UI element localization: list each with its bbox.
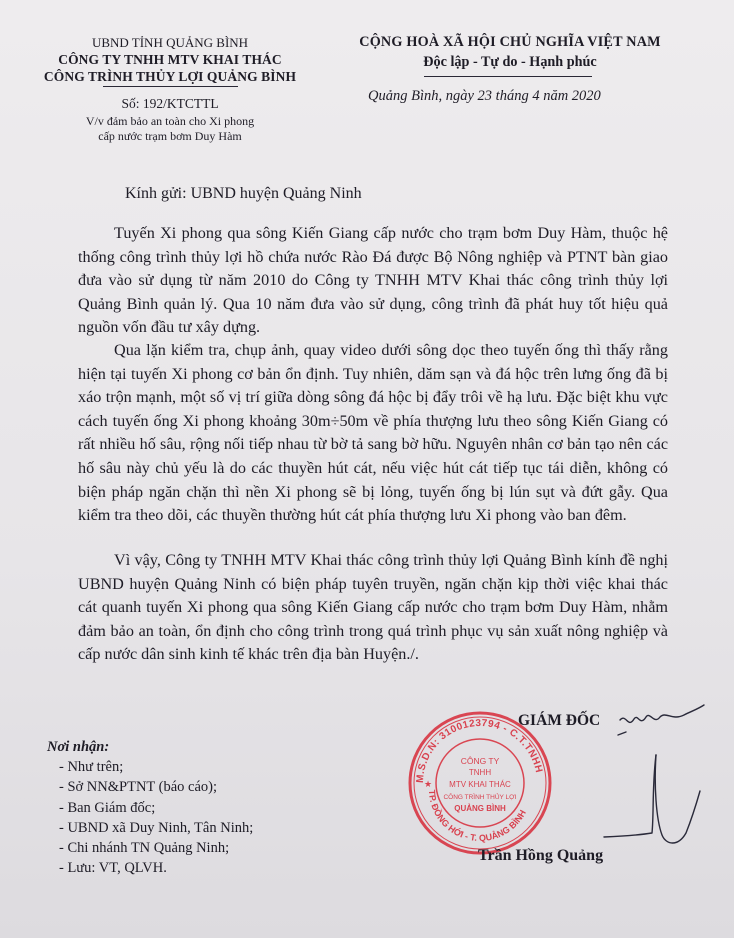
seal-inner-line: CÔNG TY	[460, 756, 500, 766]
handwritten-signature	[600, 695, 710, 865]
recipient-item: - Như trên;	[59, 759, 124, 776]
recipient-item: - Lưu: VT, QLVH.	[59, 860, 167, 877]
recipient-item: - Sở NN&PTNT (báo cáo);	[59, 779, 218, 796]
company-name-line2: CÔNG TRÌNH THỦY LỢI QUẢNG BÌNH	[43, 69, 297, 84]
body-paragraph-2: Qua lặn kiểm tra, chụp ảnh, quay video dưới sông dọc theo tuyến ống thì thấy rằng hiện tại tuyến Xi phong cơ bản ổn định. Tuy nhiên, dăm sạn và đá hộc trên lưng ống đã bị xáo trộn mạnh, một số vị trí giữa dòng sông đá hộc bị đẩy trôi về hạ lưu. Đặc biệt khu vực cách tuyến ống Xi phong khoảng 30m÷50m về phía thượng lưu theo sông Kiến Giang có rất nhiều hố sâu, rộng nối tiếp nhau từ bờ tả sang bờ hữu. Nguyên nhân cơ bản tạo nên các hố sâu này chủ yếu là do các thuyền hút cát, nếu việc hút cát tiếp tục tái diễn, không có biện pháp ngăn chặn thì nền Xi phong sẽ bị lỏng, tuyến ống bị lún sụt và đứt gẫy. Qua kiểm tra theo dõi, các thuyền thường hút cát phía thượng lưu Xi phong vào ban đêm.	[78, 341, 668, 525]
recipient-item: - Ban Giám đốc;	[59, 799, 156, 816]
body-paragraph-3: Vì vậy, Công ty TNHH MTV Khai thác công trình thủy lợi Quảng Bình kính đề nghị UBND huyện Quảng Ninh có biện pháp tuyên truyền, ngăn chặn kịp thời việc khai thác cát quanh tuyến Xi phong qua sông Kiến Giang cấp nước cho trạm bơm Duy Hàm, nhằm đảm bảo an toàn, ổn định cho công trình trong quá trình phục vụ sản xuất nông nghiệp và cấp nước dân sinh kinh tế khác trên địa bàn Huyện./.	[78, 551, 668, 664]
recipient-item: - Chi nhánh TN Quảng Ninh;	[59, 840, 230, 857]
seal-inner-line: QUẢNG BÌNH	[454, 804, 506, 813]
addressee-line: Kính gửi: UBND huyện Quảng Ninh	[125, 185, 362, 202]
star-icon: ★	[424, 779, 433, 789]
subject-line2: cấp nước trạm bơm Duy Hàm	[98, 129, 242, 143]
national-header	[330, 34, 690, 71]
national-title: CỘNG HOÀ XÃ HỘI CHỦ NGHĨA VIỆT NAM	[359, 34, 661, 50]
header-divider-right	[424, 76, 592, 77]
official-seal	[405, 708, 555, 858]
recipients-block	[47, 737, 253, 878]
parent-org: UBND TỈNH QUẢNG BÌNH	[91, 35, 249, 50]
seal-inner-line: TNHH	[468, 768, 492, 777]
body-paragraph-1: Tuyến Xi phong qua sông Kiến Giang cấp nước cho trạm bơm Duy Hàm, thuộc hệ thống công trình thủy lợi hồ chứa nước Rào Đá được Bộ Nông nghiệp và PTNT bàn giao đưa vào sử dụng từ năm 2010 do Công ty TNHH MTV Khai thác công trình thủy lợi Quảng Bình quản lý. Qua 10 năm đưa vào sử dụng, công trình đã phát huy tốt hiệu quả nguồn vốn đầu tư xây dựng.	[78, 224, 668, 337]
subject-line1: V/v đảm bảo an toàn cho Xi phong	[85, 114, 255, 128]
recipient-item: - UBND xã Duy Ninh, Tân Ninh;	[59, 819, 254, 836]
seal-ring-text: M.S.D.N: 3100123794 - C.T.TNHH	[414, 717, 545, 784]
signatory-title: GIÁM ĐỐC	[518, 712, 601, 729]
seal-ring-bottom-text: TP. ĐỒNG HỚI - T. QUẢNG BÌNH	[426, 789, 528, 844]
document-date: Quảng Bình, ngày 23 tháng 4 năm 2020	[368, 88, 601, 104]
header-divider-left	[103, 86, 238, 87]
issuer-header	[40, 34, 300, 144]
document-number: Số: 192/KTCTTL	[121, 96, 219, 111]
national-motto: Độc lập - Tự do - Hạnh phúc	[423, 54, 597, 70]
company-name-line1: CÔNG TY TNHH MTV KHAI THÁC	[58, 52, 282, 67]
seal-inner-line: MTV KHAI THÁC	[449, 780, 511, 789]
signatory-name: Trần Hồng Quảng	[478, 847, 604, 864]
recipients-title: Nơi nhận:	[47, 739, 110, 755]
seal-inner-line: CÔNG TRÌNH THỦY LỢI	[443, 794, 517, 801]
